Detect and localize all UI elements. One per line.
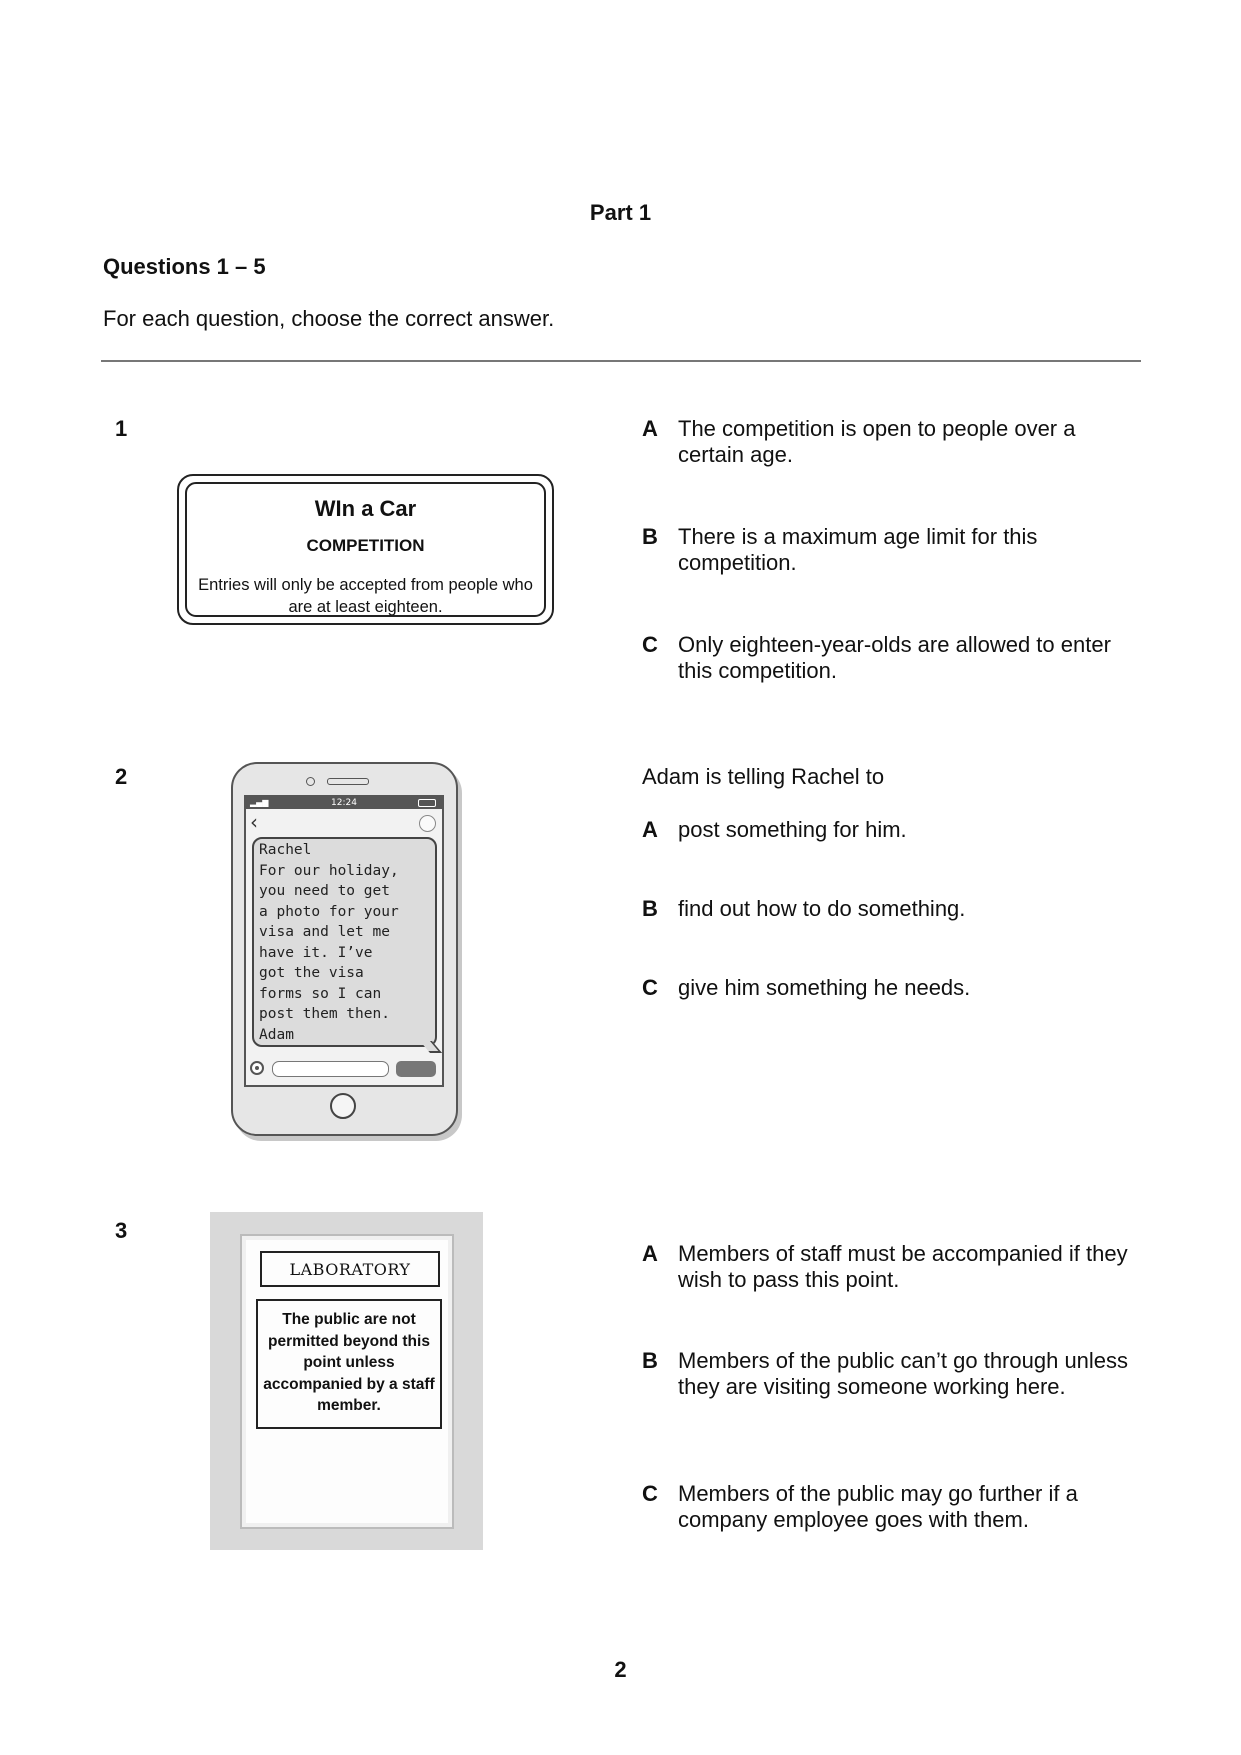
q1-option-a[interactable] [642, 416, 1142, 468]
question-2-number: 2 [115, 764, 128, 789]
laboratory-sign-body: The public are not permitted beyond this point unless accompanied by a staff member. [256, 1299, 442, 1429]
q3-option-b[interactable] [642, 1348, 1142, 1400]
question-1-number: 1 [115, 416, 128, 441]
bubble-tail [420, 1041, 442, 1053]
option-letter: B [642, 524, 658, 549]
message-text: Rachel For our holiday, you need to get a photo for your visa and let me have it. I’ve got the visa forms so I can post them then. Adam [259, 842, 399, 1043]
option-letter: C [642, 632, 658, 657]
message-bubble [252, 837, 437, 1047]
back-chevron-icon: ‹ [250, 810, 258, 834]
option-text: Only eighteen-year-olds are allowed to enter this competition. [678, 632, 1111, 683]
option-text: Members of the public can’t go through unless they are visiting someone working here. [678, 1348, 1129, 1399]
option-letter: B [642, 1348, 658, 1373]
competition-sign-body: Entries will only be accepted from people who are at least eighteen. [198, 576, 533, 616]
status-bar [246, 797, 442, 809]
signal-icon: ▂▄▆ [250, 798, 269, 807]
status-time: 12:24 [331, 798, 357, 808]
divider-line [101, 360, 1141, 362]
home-button-icon [330, 1093, 356, 1119]
message-input-bar [272, 1061, 389, 1077]
q2-option-b[interactable] [642, 896, 1142, 922]
option-text: Members of staff must be accompanied if they wish to pass this point. [678, 1241, 1128, 1292]
battery-icon [418, 799, 436, 807]
option-letter: C [642, 975, 658, 1000]
option-text: post something for him. [678, 817, 907, 842]
q2-option-a[interactable] [642, 817, 1142, 843]
option-text: There is a maximum age limit for this competition. [678, 524, 1038, 575]
front-camera-icon [306, 777, 315, 786]
option-text: find out how to do something. [678, 896, 966, 921]
q2-option-c[interactable] [642, 975, 1142, 1001]
option-letter: A [642, 817, 658, 842]
q2-stem: Adam is telling Rachel to [642, 764, 885, 789]
option-text: The competition is open to people over a certain age. [678, 416, 1076, 467]
competition-sign-subtitle: COMPETITION [306, 536, 425, 555]
questions-heading: Questions 1 – 5 [103, 254, 266, 279]
q3-option-a[interactable] [642, 1241, 1142, 1293]
q1-option-b[interactable] [642, 524, 1142, 576]
competition-sign-border [185, 482, 546, 617]
contact-icon [419, 815, 436, 832]
question-3-number: 3 [115, 1218, 128, 1243]
competition-sign-title: WIn a Car [314, 496, 417, 521]
phone-screen [244, 795, 444, 1087]
option-text: Members of the public may go further if a company employee goes with them. [678, 1481, 1078, 1532]
page-number: 2 [614, 1657, 627, 1682]
option-text: give him something he needs. [678, 975, 971, 1000]
send-button-icon [396, 1061, 436, 1077]
q1-option-c[interactable] [642, 632, 1142, 684]
q3-option-c[interactable] [642, 1481, 1142, 1533]
laboratory-sign [210, 1212, 483, 1550]
camera-icon [250, 1061, 264, 1075]
option-letter: B [642, 896, 658, 921]
competition-sign [177, 474, 554, 625]
laboratory-sign-title: LABORATORY [260, 1251, 440, 1287]
speaker-icon [327, 778, 369, 785]
option-letter: A [642, 1241, 658, 1266]
option-letter: A [642, 416, 658, 441]
part-title: Part 1 [589, 200, 652, 225]
laboratory-sign-paper [240, 1234, 454, 1529]
phone-illustration [231, 762, 458, 1136]
instruction-text: For each question, choose the correct answer. [103, 306, 555, 331]
option-letter: C [642, 1481, 658, 1506]
